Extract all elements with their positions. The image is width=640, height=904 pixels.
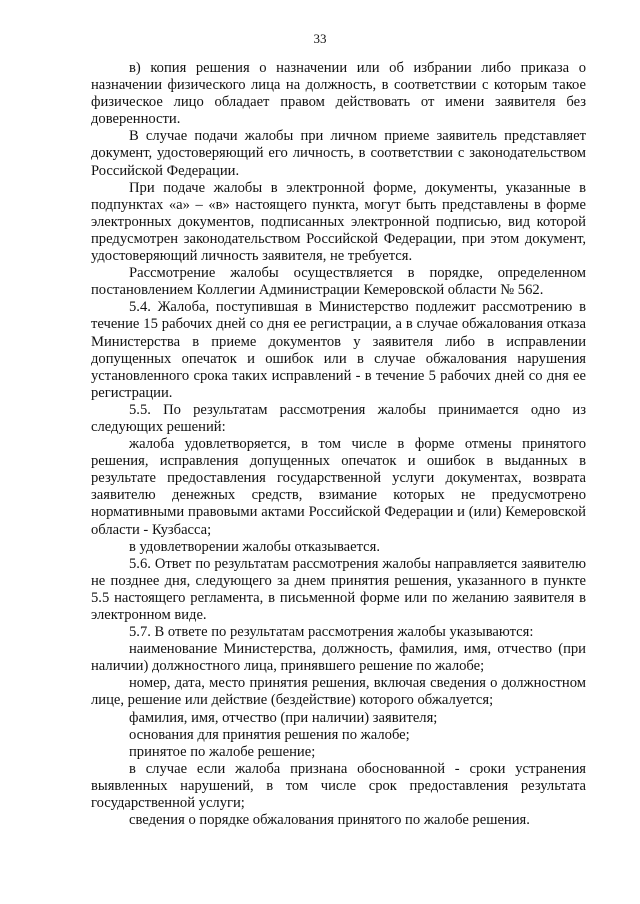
paragraph-complaint-satisfied: жалоба удовлетворяется, в том числе в форме отмены принятого решения, исправления допущенных опечаток и ошибок в выданных в результате предоставления государственной услуги документах, возврата заявителю денежных средств, взимание которых не предусмотрено нормативными правовыми актами Российской Федерации и (или) Кемеровской области - Кузбасса; <box>91 436 586 538</box>
paragraph-electronic-submission: При подаче жалобы в электронной форме, документы, указанные в подпунктах «а» – «в» настоящего пункта, могут быть представлены в форме электронных документов, подписанных электронной подписью, вид которой предусмотрен законодательством Российской Федерации, при этом документ, удостоверяющий личность заявителя, не требуется. <box>91 179 586 265</box>
paragraph-applicant-name: фамилия, имя, отчество (при наличии) заявителя; <box>129 709 438 726</box>
paragraph-decision-grounds: основания для принятия решения по жалобе; <box>129 726 410 743</box>
paragraph-decision-number: номер, дата, место принятия решения, включая сведения о должностном лице, решение или действие (бездействие) которого обжалуется; <box>91 675 586 709</box>
paragraph-5-7: 5.7. В ответе по результатам рассмотрения жалобы указываются: <box>129 624 534 641</box>
paragraph-review-procedure: Рассмотрение жалобы осуществляется в порядке, определенном постановлением Коллегии Администрации Кемеровской области № 562. <box>91 265 586 299</box>
paragraph-copy-of-decision: в) копия решения о назначении или об избрании либо приказа о назначении физического лица на должность, в соответствии с которым такое физическое лицо обладает правом действовать от имени заявителя без доверенности. <box>91 60 586 128</box>
paragraph-violation-deadlines: в случае если жалоба признана обоснованной - сроки устранения выявленных нарушений, в том числе срок предоставления результата государственной услуги; <box>91 760 586 812</box>
page-number: 33 <box>313 31 327 46</box>
paragraph-complaint-rejected: в удовлетворении жалобы отказывается. <box>129 538 381 555</box>
paragraph-5-4: 5.4. Жалоба, поступившая в Министерство подлежит рассмотрению в течение 15 рабочих дней со дня ее регистрации, а в случае обжалования отказа Министерства в приеме документов у заявителя либо в исправлении допущенных опечаток и ошибок или в случае обжалования нарушения установленного срока таких исправлений - в течение 5 рабочих дней со дня ее регистрации. <box>91 299 586 401</box>
paragraph-personal-reception: В случае подачи жалобы при личном приеме заявитель представляет документ, удостоверяющий его личность, в соответствии с законодательством Российской Федерации. <box>91 128 586 179</box>
document-body <box>91 60 586 829</box>
paragraph-decision-made: принятое по жалобе решение; <box>129 743 316 760</box>
paragraph-5-6: 5.6. Ответ по результатам рассмотрения жалобы направляется заявителю не позднее дня, следующего за днем принятия решения, указанного в пункте 5.5 настоящего регламента, в письменной форме или по желанию заявителя в электронном виде. <box>91 555 586 623</box>
paragraph-ministry-name: наименование Министерства, должность, фамилия, имя, отчество (при наличии) должностного лица, принявшего решение по жалобе; <box>91 641 586 675</box>
paragraph-5-5: 5.5. По результатам рассмотрения жалобы принимается одно из следующих решений: <box>91 401 586 435</box>
paragraph-appeal-procedure: сведения о порядке обжалования принятого по жалобе решения. <box>129 812 530 829</box>
